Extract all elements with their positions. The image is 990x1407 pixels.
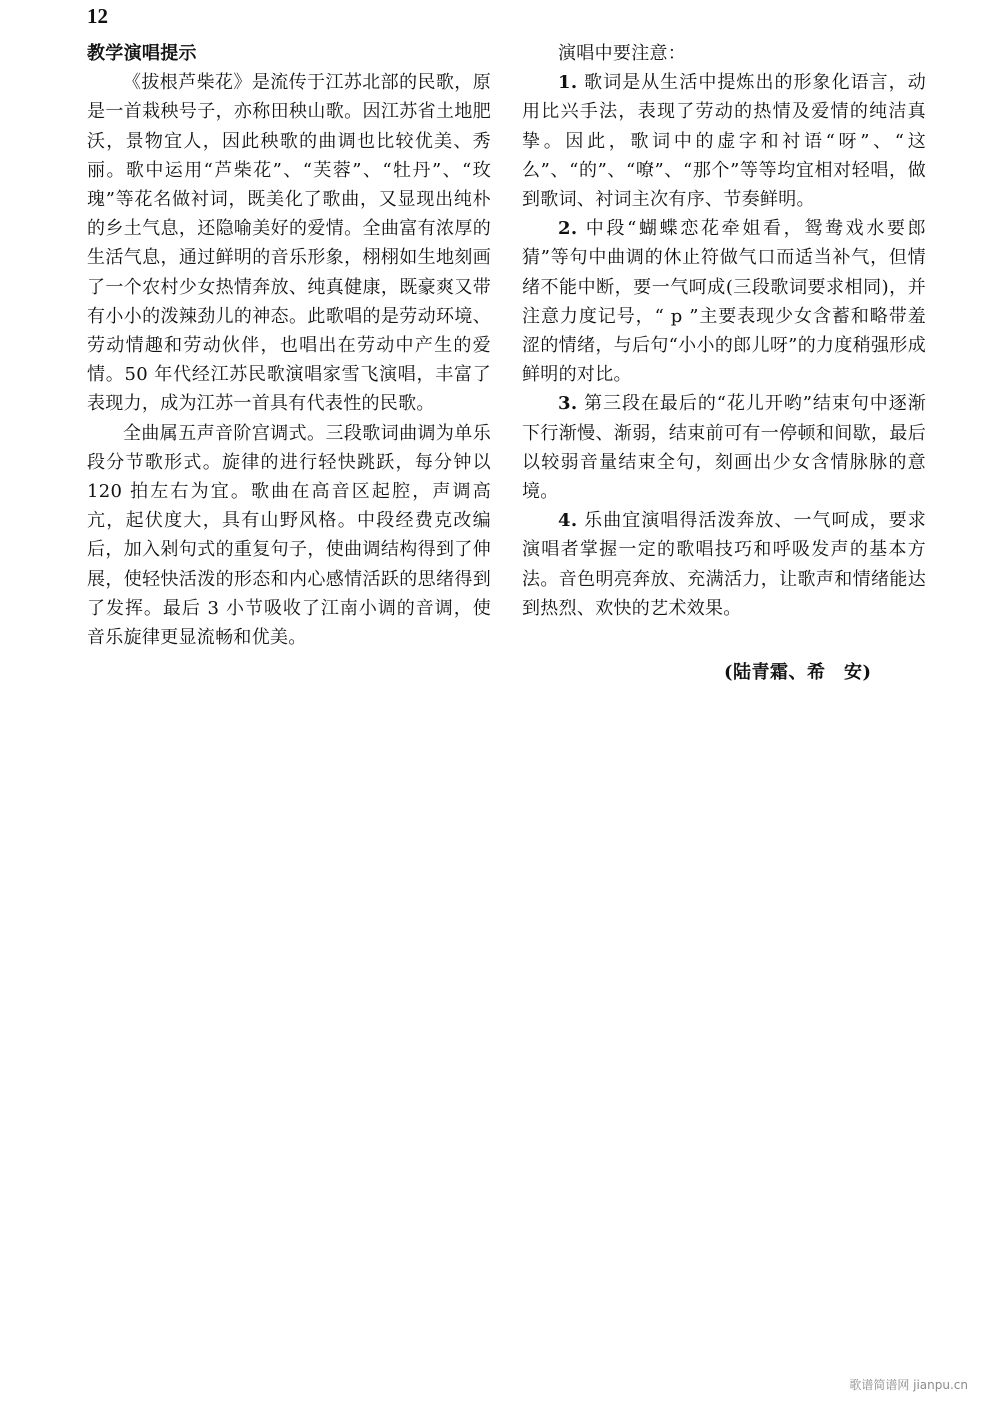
intro-paragraph: 《拔根芦柴花》是流传于江苏北部的民歌，原是一首栽秧号子，亦称田秧山歌。因江苏省土地肥沃，景物宜人，因此秧歌的曲调也比较优美、秀丽。歌中运用“芦柴花”、“芙蓉”、“牡丹”、“玫瑰”等花名做衬词，既美化了歌曲，又显现出纯朴的乡土气息，还隐喻美好的爱情。全曲富有浓厚的生活气息，通过鲜明的音乐形象，栩栩如生地刻画了一个农村少女热情奔放、纯真健康，既豪爽又带有小小的泼辣劲儿的神态。此歌唱的是劳动环境、劳动情趣和劳动伙伴，也唱出在劳动中产生的爱情。50 年代经江苏民歌演唱家雪飞演唱，丰富了表现力，成为江苏一首具有代表性的民歌。 (87, 72, 491, 415)
note-number: 2. (558, 218, 578, 240)
note-text: 第三段在最后的“花儿开哟”结束句中逐渐下行渐慢、渐弱，结束前可有一停顿和间歇，最后以较弱音量结束全句，刻画出少女含情脉脉的意境。 (522, 393, 926, 503)
left-column (87, 39, 491, 652)
right-column (522, 39, 926, 623)
section-heading: 教学演唱提示 (87, 43, 197, 64)
page-number: 12 (87, 4, 108, 28)
note-item-2 (522, 214, 926, 389)
note-item-3 (522, 389, 926, 506)
notes-intro: 演唱中要注意： (558, 43, 687, 64)
structure-paragraph: 全曲属五声音阶宫调式。三段歌词曲调为单乐段分节歌形式。旋律的进行轻快跳跃，每分钟以 120 拍左右为宜。歌曲在高音区起腔，声调高亢，起伏度大，具有山野风格。中段经费克改编后，加入剁句式的重复句子，使曲调结构得到了伸展，使轻快活泼的形态和内心感情活跃的思绪得到了发挥。最后 3 小节吸收了江南小调的音调，使音乐旋律更显流畅和优美。 (87, 422, 491, 649)
site-watermark: 歌谱简谱网 jianpu.cn (849, 1378, 968, 1392)
note-number: 4. (558, 510, 578, 532)
note-item-4 (522, 506, 926, 623)
note-text: 中段“蝴蝶恋花牵姐看，鸳鸯戏水要郎猜”等句中曲调的休止符做气口而适当补气，但情绪不能中断，要一气呵成(三段歌词要求相同)，并注意力度记号，“ p ”主要表现少女含蓄和略带羞涩的情绪，与后句“小小的郎儿呀”的力度稍强形成鲜明的对比。 (522, 218, 926, 386)
note-item-1 (522, 68, 926, 214)
note-text: 歌词是从生活中提炼出的形象化语言，动用比兴手法，表现了劳动的热情及爱情的纯洁真挚。因此，歌词中的虚字和衬语“呀”、“这么”、“的”、“嘹”、“那个”等等均宜相对轻唱，做到歌词、衬词主次有序、节奏鲜明。 (522, 72, 926, 211)
note-number: 3. (558, 393, 578, 415)
note-text: 乐曲宜演唱得活泼奔放、一气呵成，要求演唱者掌握一定的歌唱技巧和呼吸发声的基本方法。音色明亮奔放、充满活力，让歌声和情绪能达到热烈、欢快的艺术效果。 (522, 510, 926, 619)
note-number: 1. (558, 72, 578, 94)
author-signature: (陆青霜、希 安) (724, 662, 872, 683)
